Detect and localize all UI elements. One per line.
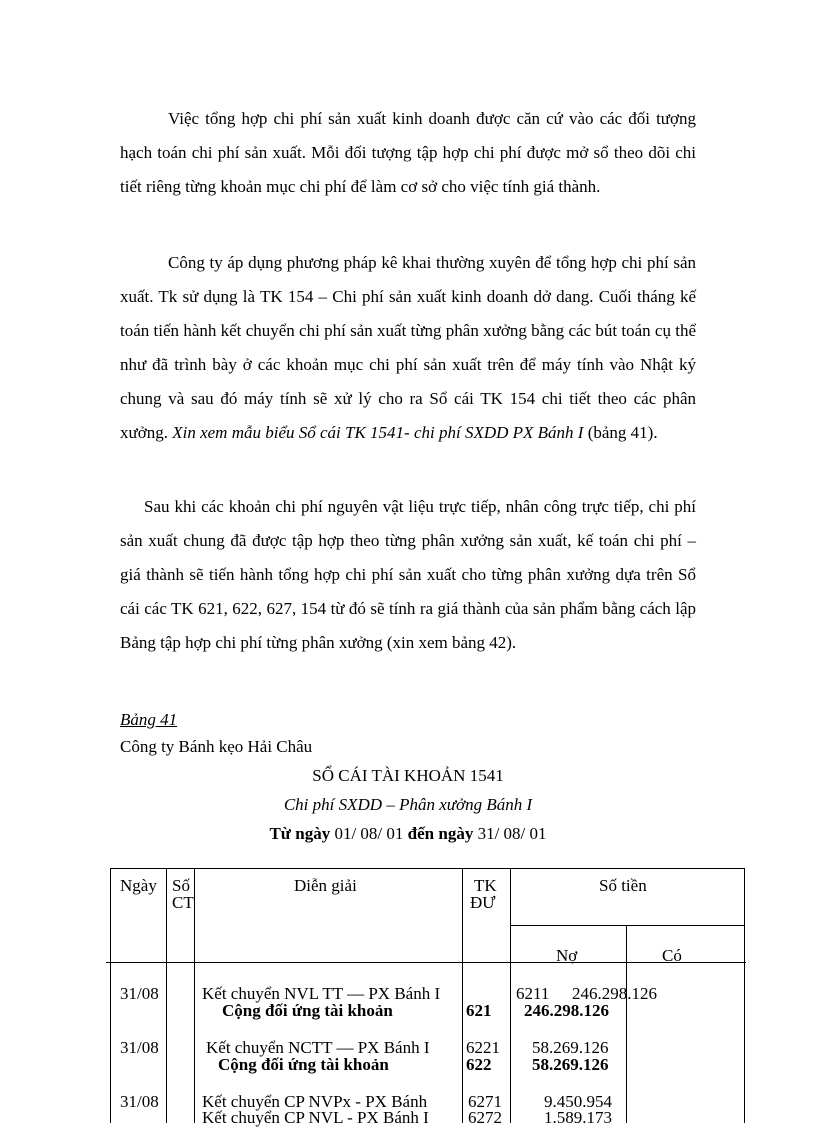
paragraph-2-text: Công ty áp dụng phương pháp kê khai thường xuyên để tổng hợp chi phí sản xuất. Tk sử dụng là TK 154 – Chi phí sản xuất kinh doanh dở dang. Cuối tháng kế toán tiến hành kết chuyển chi phí sản xuất từng phân xưởng bằng các bút toán cụ thể như đã trình bày ở các khoản mục chi phí sản xuất trên để máy tính vào Nhật ký chung và sau đó máy tính sẽ xử lý cho ra Sổ cái TK 154 chi tiết theo các phân xưởng. <box>120 253 696 442</box>
row-2-debit: 246.298.126 <box>524 1001 609 1020</box>
row-1-debit: 246.298.126 <box>572 984 657 1003</box>
header-amount: Số tiền <box>599 876 647 895</box>
row-6-description: Kết chuyển CP NVL - PX Bánh I <box>202 1108 429 1127</box>
col-border-account <box>510 868 511 1123</box>
date-range-from: 01/ 08/ 01 <box>334 824 404 843</box>
row-2-account: 621 <box>466 1001 492 1020</box>
ledger-title: SỔ CÁI TÀI KHOẢN 1541 <box>312 766 504 785</box>
row-4-account: 622 <box>466 1055 492 1074</box>
row-1-account: 6211 <box>516 984 550 1003</box>
date-range-to: 31/ 08/ 01 <box>477 824 547 843</box>
row-3-date: 31/08 <box>120 1038 159 1057</box>
row-4-description: Cộng đối ứng tài khoản <box>218 1055 389 1074</box>
date-range-to-label: đến ngày <box>407 824 474 843</box>
table-top-border <box>110 868 744 869</box>
col-border-right <box>744 868 745 1123</box>
header-bottom-border <box>106 962 746 963</box>
row-5-account: 6271 <box>468 1092 502 1111</box>
col-border-debit <box>626 925 627 1123</box>
row-2-description: Cộng đối ứng tài khoản <box>222 1001 393 1020</box>
row-3-account: 6221 <box>466 1038 500 1057</box>
col-border-left <box>110 868 111 1123</box>
row-3-debit: 58.269.126 <box>532 1038 609 1057</box>
row-1-date: 31/08 <box>120 984 159 1003</box>
header-credit: Có <box>662 946 682 965</box>
col-border-description <box>462 868 463 1123</box>
table-caption: Bảng 41 <box>120 710 178 729</box>
row-5-description: Kết chuyển CP NVPx - PX Bánh <box>202 1092 428 1111</box>
col-border-date <box>166 868 167 1123</box>
ledger-table <box>110 868 744 1127</box>
row-4-debit: 58.269.126 <box>532 1055 609 1074</box>
header-account-2: ĐƯ <box>470 893 496 912</box>
ledger-subtitle: Chi phí SXDD – Phân xưởng Bánh I <box>283 795 533 814</box>
paragraph-2 <box>120 246 696 450</box>
header-date: Ngày <box>120 876 157 895</box>
paragraph-2-italic-reference: Xin xem mẫu biểu Sổ cái TK 1541- chi phí SXDD PX Bánh I <box>172 423 584 442</box>
paragraph-2-tail: (bảng 41). <box>583 423 658 442</box>
date-range-from-label: Từ ngày <box>269 824 331 843</box>
paragraph-3: Sau khi các khoản chi phí nguyên vật liệu trực tiếp, nhân công trực tiếp, chi phí sản xuất chung đã được tập hợp theo từng phân xưởng sản xuất, kế toán chi phí – giá thành sẽ tiến hành tổng hợp chi phí sản xuất cho từng phân xưởng dựa trên Sổ cái các TK 621, 622, 627, 154 từ đó sẽ tính ra giá thành của sản phẩm bằng cách lập Bảng tập hợp chi phí từng phân xưởng (xin xem bảng 42). <box>120 497 696 652</box>
row-5-date: 31/08 <box>120 1092 159 1111</box>
paragraph-1: Việc tổng hợp chi phí sản xuất kinh doanh được căn cứ vào các đối tượng hạch toán chi phí sản xuất. Mỗi đối tượng tập hợp chi phí được mở sổ theo dõi chi tiết riêng từng khoản mục chi phí để làm cơ sở cho việc tính giá thành. <box>120 109 696 196</box>
header-description: Diễn giải <box>294 876 357 895</box>
header-voucher-2: CT <box>172 893 194 912</box>
amount-subheader-border <box>510 925 744 926</box>
row-5-debit: 9.450.954 <box>544 1092 612 1111</box>
date-range <box>0 824 816 844</box>
header-voucher-1: Số <box>172 876 190 895</box>
header-debit: Nợ <box>556 946 578 965</box>
col-border-voucher <box>194 868 195 1123</box>
row-6-account: 6272 <box>468 1108 502 1127</box>
row-1-description: Kết chuyển NVL TT — PX Bánh I <box>202 984 441 1003</box>
company-name: Công ty Bánh kẹo Hải Châu <box>120 737 313 756</box>
header-account-1: TK <box>474 876 497 895</box>
row-3-description: Kết chuyển NCTT — PX Bánh I <box>206 1038 430 1057</box>
row-6-debit: 1.589.173 <box>544 1108 612 1127</box>
